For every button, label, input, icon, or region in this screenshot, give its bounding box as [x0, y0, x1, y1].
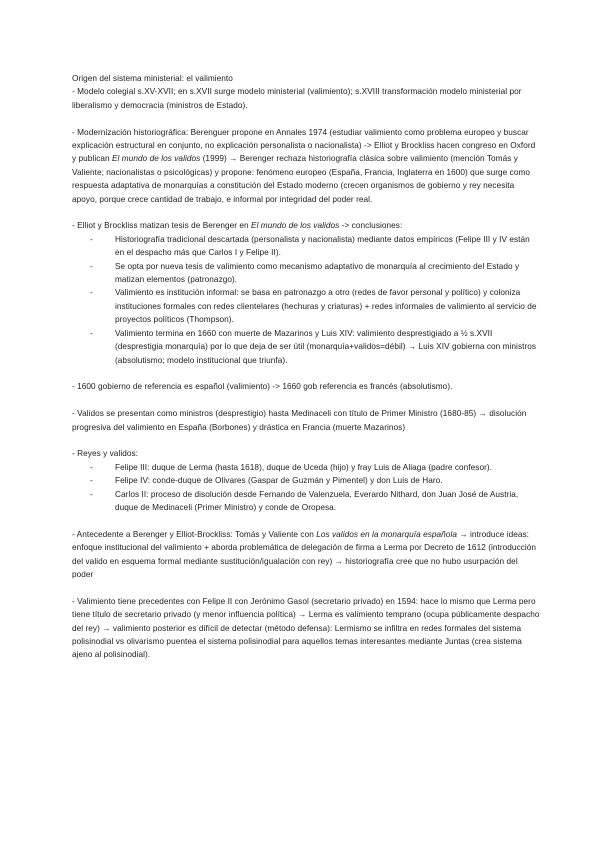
list-item: - Felipe IV: conde-duque de Olivares (Gaspar de Guzmán y Pimentel) y don Luis de Haro.	[115, 474, 540, 487]
modernizacion-paragraph	[72, 126, 540, 206]
list-item: - Historiografía tradicional descartada (personalista y nacionalista) mediante datos empíricos (Felipe III y IV están en el despacho más que Carlos I y Felipe II).	[115, 233, 540, 260]
list-item: - Carlos II: proceso de disolución desde Fernando de Valenzuela, Everardo Nithard, don Juan José de Austria, duque de Medinaceli (Primer Ministro) y conde de Oropesa.	[115, 488, 540, 515]
elliot-paragraph	[72, 219, 540, 232]
book-title: Los validos en la monarquía española	[316, 529, 457, 539]
spacer	[72, 367, 540, 380]
validos-ministros-paragraph: - Validos se presentan como ministros (desprestigio) hasta Medinaceli con título de Primer Ministro (1680-85) → disolución progresiva del valimiento en España (Borbones) y drástica en Francia (muerte Mazarinos)	[72, 409, 527, 432]
list-item: - Valimiento es institución informal: se basa en patronazgo a otro (redes de favor personal y político) y coloniza instituciones formales con redes clientelares (hechuras y criaturas) + redes informales de valimiento al servicio de proyectos políticos (Thompson).	[115, 286, 540, 326]
precedentes-paragraph: - Valimiento tiene precedentes con Felipe II con Jerónimo Gasol (secretario privado) en 1594: hace lo mismo que Lerma pero tiene título de secretario privado (y menor influencia política) → Lerma es valimiento temprano (ocupa públicamente despacho del rey) → valimiento posterior es difícil de detectar (método defensa): Lermismo se infiltra en redes formales del sistema polisinodial vs olivarismo puentea el sistema polisinodial para aquellos temas interesantes mediante Juntas (crea sistema ajeno al polisinodial).	[72, 596, 540, 660]
conclusions-list	[72, 233, 540, 367]
reyes-list	[72, 461, 540, 515]
text-run: → introduce ideas: enfoque institucional del valimiento + aborda problemática de delegación de firma a Lerma por Decreto de 1612 (introducción del valido en esquema formal mediante sustitución/igualación con rey) → historiografía cree que no hubo usurpación del poder	[72, 529, 537, 579]
text-run: - Antecedente a Berenger y Elliot-Brockliss: Tomás y Valiente con	[72, 529, 317, 539]
spacer	[72, 112, 540, 125]
list-item: - Felipe III: duque de Lerma (hasta 1618), duque de Uceda (hijo) y fray Luis de Aliaga (padre confesor).	[115, 461, 540, 474]
reyes-heading: - Reyes y validos:	[72, 449, 139, 459]
spacer	[72, 434, 540, 447]
page-title: Origen del sistema ministerial: el valimiento	[72, 74, 233, 83]
text-run: - Modernización historiográfica: Berenguer propone en Annales 1974 (estudiar valimiento como problema europeo y buscar explicación estructural en conjunto, no explicación personalista o nacionalista) -> Elliot y Brockliss hacen congreso en Oxford y publican	[72, 127, 536, 164]
spacer	[72, 394, 540, 407]
antecedente-paragraph	[72, 528, 540, 582]
list-item: - Valimiento termina en 1660 con muerte de Mazarinos y Luis XIV: valimiento desprestigiado a ½ s.XVII (desprestigia monarquía) por lo que deja de ser útil (monarquía+validos=débil) → Luis XIV gobierna con ministros (absolutismo; modelo institucional que triunfa).	[115, 327, 540, 367]
spacer	[72, 581, 540, 594]
spacer	[72, 206, 540, 219]
text-run: - Elliot y Brockliss matizan tesis de Berenger en	[72, 221, 252, 231]
book-title: El mundo de los validos	[251, 221, 340, 231]
text-run: -> conclusiones:	[339, 221, 403, 231]
gobierno-1600-paragraph: - 1600 gobierno de referencia es español (valimiento) -> 1660 gob referencia es francés (absolutismo).	[72, 382, 453, 392]
book-title: El mundo de los validos	[112, 154, 201, 164]
text-run: (1999) → Berenger rechaza historiografía clásica sobre valimiento (mención Tomás y Valiente; nacionalistas o psicológicas) y propone: fenómeno europeo (España, Francia, Inglaterra en 1600) que surge como respuesta adaptativa de monarquías a constitución del Estado moderno (crecen organismos de gobierno y rey necesita apoyo, porque crece cantidad de trabajo, e informal por integridad del poder real.	[72, 154, 531, 204]
spacer	[72, 514, 540, 527]
list-item: - Se opta por nueva tesis de valimiento como mecanismo adaptativo de monarquía al crecimiento del Estado y matizan elementos (patronazgo).	[115, 260, 540, 287]
intro-paragraph: - Modelo colegial s.XV-XVII; en s.XVII surge modelo ministerial (valimiento); s.XVIII transformación modelo ministerial por liberalismo y democracia (ministros de Estado).	[72, 87, 522, 110]
